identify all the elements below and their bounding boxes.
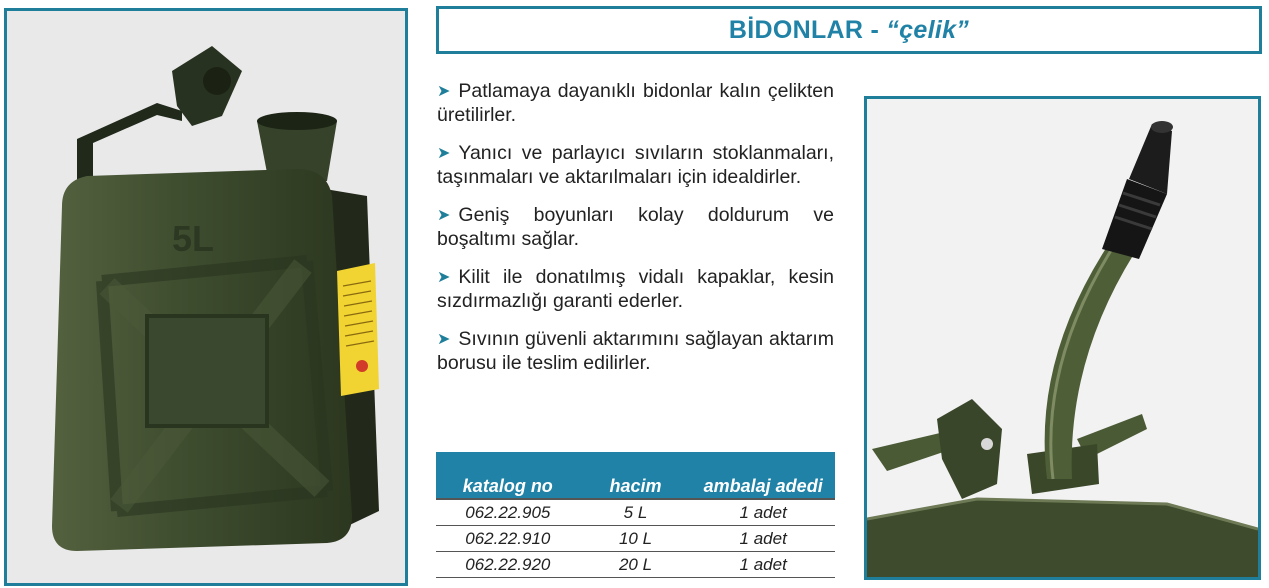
arrow-right-icon: ➤	[437, 145, 451, 162]
cell-volume: 20 L	[580, 552, 692, 578]
product-photo-jerrycan	[4, 8, 408, 586]
table-row	[436, 499, 835, 526]
feature-text: Geniş boyunları kolay doldurum ve boşaltımı sağlar.	[437, 204, 834, 250]
arrow-right-icon: ➤	[437, 83, 451, 100]
col-header-catalog-no: katalog no	[436, 452, 580, 499]
catalog-table	[436, 452, 835, 578]
cell-catalog-no: 062.22.920	[436, 552, 580, 578]
feature-text: Kilit ile donatılmış vidalı kapaklar, kesin sızdırmazlığı garanti ederler.	[437, 266, 834, 312]
title-main: BİDONLAR -	[728, 15, 880, 44]
title-accent: “çelik”	[886, 15, 970, 44]
product-photo-spout	[864, 96, 1261, 580]
arrow-right-icon: ➤	[437, 269, 451, 286]
jerrycan-illustration	[7, 11, 405, 583]
feature-item	[437, 80, 834, 127]
cell-volume: 5 L	[580, 499, 692, 526]
feature-item	[437, 266, 834, 313]
title-bar	[436, 6, 1262, 54]
cell-catalog-no: 062.22.910	[436, 526, 580, 552]
feature-item	[437, 142, 834, 189]
cell-volume: 10 L	[580, 526, 692, 552]
table-row	[436, 552, 835, 578]
cell-package-qty: 1 adet	[691, 499, 835, 526]
table-header-row	[436, 452, 835, 499]
feature-text: Sıvının güvenli aktarımını sağlayan aktarım borusu ile teslim edilirler.	[437, 328, 834, 374]
feature-item	[437, 204, 834, 251]
feature-text: Patlamaya dayanıklı bidonlar kalın çelikten üretilirler.	[437, 80, 834, 126]
feature-list	[437, 80, 834, 390]
page-title	[729, 16, 969, 45]
cell-package-qty: 1 adet	[691, 526, 835, 552]
arrow-right-icon: ➤	[437, 331, 451, 348]
feature-text: Yanıcı ve parlayıcı sıvıların stoklanmaları, taşınmaları ve aktarılmaları için idealdirler.	[437, 142, 834, 188]
cell-catalog-no: 062.22.905	[436, 499, 580, 526]
spout-illustration	[867, 99, 1258, 577]
feature-item	[437, 328, 834, 375]
col-header-package-qty: ambalaj adedi	[691, 452, 835, 499]
table-row	[436, 526, 835, 552]
arrow-right-icon: ➤	[437, 207, 451, 224]
can-capacity-emboss: 5L	[172, 218, 215, 259]
cell-package-qty: 1 adet	[691, 552, 835, 578]
col-header-volume: hacim	[580, 452, 692, 499]
